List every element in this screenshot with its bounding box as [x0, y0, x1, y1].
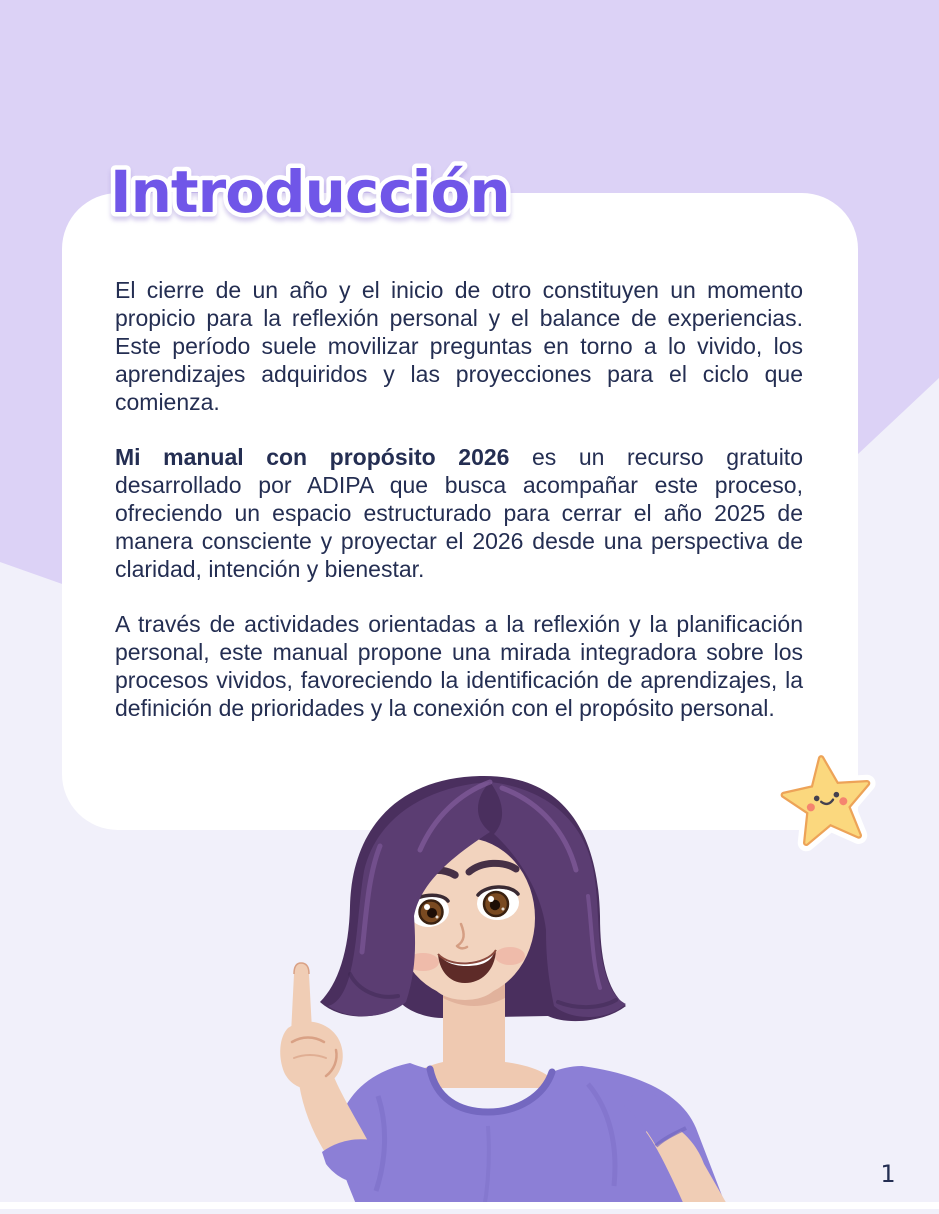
- paragraph-1: [115, 276, 803, 416]
- character-right-blush: [495, 947, 525, 965]
- page-title: [100, 132, 720, 244]
- page-number: 1: [880, 1160, 896, 1188]
- bottom-edge-strip: [0, 1202, 939, 1209]
- paragraph-2-text: es un recurso gratuito desarrollado por ADIPA que busca acompañar este proceso, ofreciendo un espacio estructurado para cerrar el año 2025 de manera consciente y proyectar el 2026 desde una perspectiva de claridad, intención y bienestar.: [115, 444, 803, 582]
- paragraph-2: [115, 443, 803, 583]
- paragraph-3: [115, 610, 803, 722]
- paragraph-2-bold: Mi manual con propósito 2026: [115, 444, 510, 470]
- paragraph-3-text: A través de actividades orientadas a la reflexión y la planificación personal, este manual propone una mirada integradora sobre los procesos vividos, favoreciendo la identificación de aprendizajes, la definición de prioridades y la conexión con el propósito personal.: [115, 611, 803, 721]
- paragraph-1-text: El cierre de un año y el inicio de otro constituyen un momento propicio para la reflexión personal y el balance de experiencias. Este período suele movilizar preguntas en torno a lo vivido, los aprendizajes adquiridos y las proyecciones para el ciclo que comienza.: [115, 277, 803, 415]
- star-sticker-illustration: [775, 748, 879, 852]
- body-text: [115, 276, 803, 749]
- star-icon: [780, 753, 875, 845]
- page-title-text: Introducción: [110, 158, 510, 226]
- character-illustration: [258, 766, 728, 1209]
